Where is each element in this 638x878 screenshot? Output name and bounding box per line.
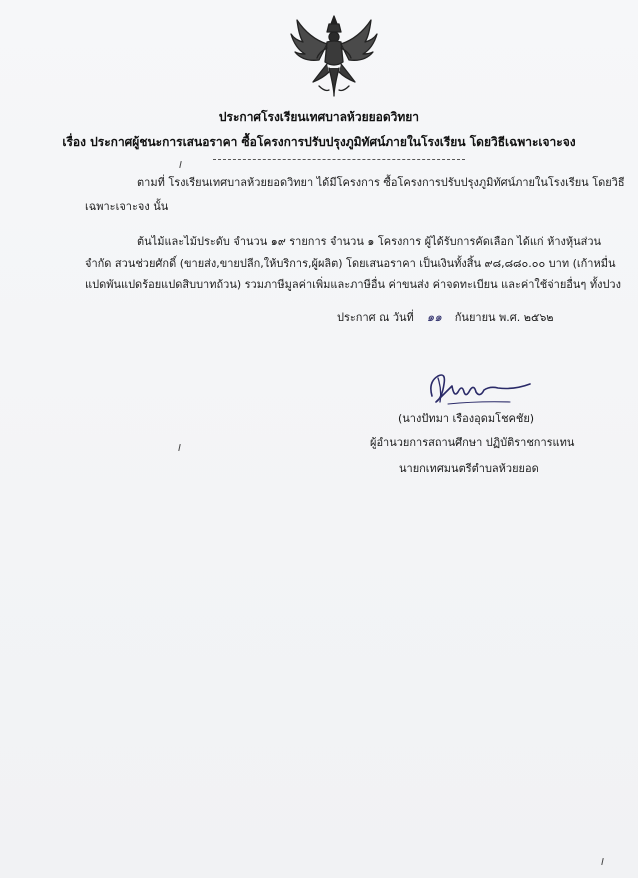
stray-mark	[178, 444, 180, 451]
body-line-1: ตามที่ โรงเรียนเทศบาลห้วยยอดวิทยา ได้มีโครงการ ซื้อโครงการปรับปรุงภูมิทัศน์ภายในโรงเรียน โดยวิธี	[137, 176, 625, 189]
body-line-2: เฉพาะเจาะจง นั้น	[85, 200, 169, 213]
signatory-position-1: ผู้อำนวยการสถานศึกษา ปฏิบัติราชการแทน	[370, 436, 575, 449]
announcement-subject: เรื่อง ประกาศผู้ชนะการเสนอราคา ซื้อโครงการปรับปรุงภูมิทัศน์ภายในโรงเรียน โดยวิธีเฉพาะเจาะจง	[62, 135, 576, 149]
body-line-3: ต้นไม้และไม้ประดับ จำนวน ๑๙ รายการ จำนวน ๑ โครงการ ผู้ได้รับการคัดเลือก ได้แก่ ห้างหุ้นส่วน	[137, 235, 602, 248]
date-suffix: กันยายน พ.ศ. ๒๕๖๒	[454, 311, 554, 324]
body-line-5: แปดพันแปดร้อยแปดสิบบาทถ้วน) รวมภาษีมูลค่าเพิ่มและภาษีอื่น ค่าขนส่ง ค่าจดทะเบียน และค่าใช้จ่ายอื่นๆ ทั้งปวง	[85, 278, 621, 291]
stray-mark	[179, 161, 181, 168]
title-divider	[213, 159, 465, 160]
date-day: ๑๑	[426, 310, 442, 324]
stray-mark	[601, 858, 603, 865]
announcement-title: ประกาศโรงเรียนเทศบาลห้วยยอดวิทยา	[218, 110, 420, 124]
signatory-name: (นางปัทมา เรืองอุดมโชคชัย)	[398, 412, 535, 425]
signatory-position-2: นายกเทศมนตรีตำบลห้วยยอด	[399, 462, 539, 475]
handwritten-signature	[418, 368, 534, 408]
body-line-4: จำกัด สวนช่วยศักดิ์ (ขายส่ง,ขายปลีก,ให้บริการ,ผู้ผลิต) โดยเสนอราคา เป็นเงินทั้งสิ้น ๙๘,๘๘๐.๐๐ บาท (เก้าหมื่น	[85, 257, 616, 270]
date-prefix: ประกาศ ณ วันที่	[337, 311, 414, 324]
garuda-emblem-icon	[289, 12, 379, 100]
announcement-date	[337, 308, 554, 327]
